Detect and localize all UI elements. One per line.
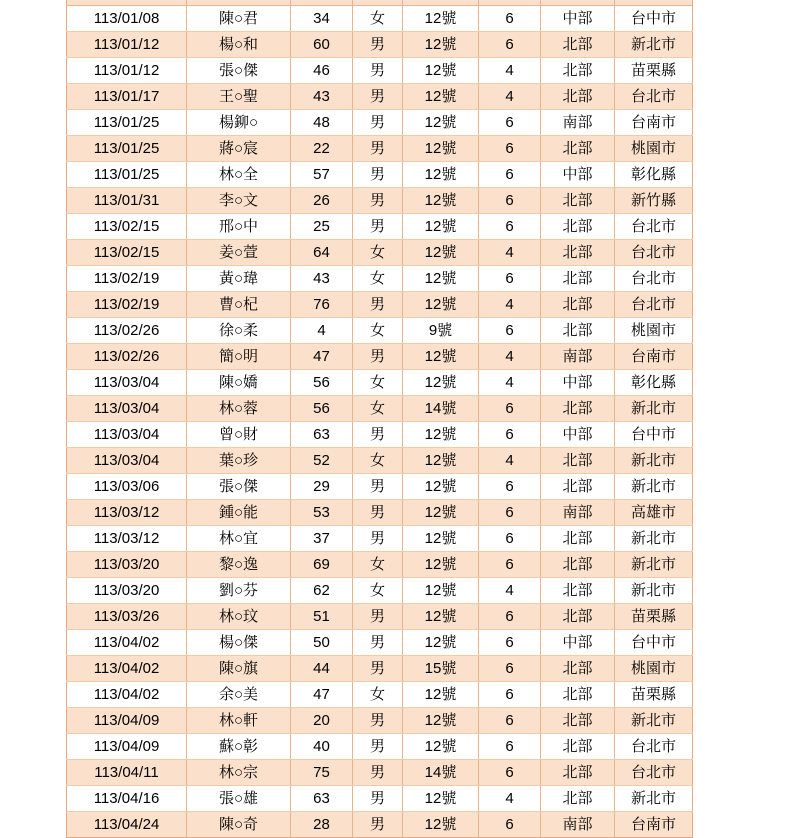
cell-date: 113/04/02 bbox=[67, 682, 187, 708]
cell-date: 113/01/25 bbox=[67, 136, 187, 162]
cell-city: 台中市 bbox=[615, 630, 693, 656]
cell-dose: 12號 bbox=[403, 58, 479, 84]
cell-name: 葉○珍 bbox=[187, 448, 291, 474]
table-row bbox=[67, 630, 693, 656]
cell-age: 62 bbox=[291, 578, 353, 604]
cell-date: 113/04/02 bbox=[67, 656, 187, 682]
cell-name: 陳○旗 bbox=[187, 656, 291, 682]
table-scroll-container bbox=[66, 0, 692, 838]
cell-age: 34 bbox=[291, 6, 353, 32]
cell-region: 中部 bbox=[541, 422, 615, 448]
cell-count: 4 bbox=[479, 58, 541, 84]
cell-count: 6 bbox=[479, 526, 541, 552]
cell-dose: 12號 bbox=[403, 162, 479, 188]
table-row bbox=[67, 786, 693, 812]
cell-sex: 女 bbox=[353, 396, 403, 422]
cell-sex: 男 bbox=[353, 188, 403, 214]
cell-region: 北部 bbox=[541, 604, 615, 630]
cell-dose: 12號 bbox=[403, 812, 479, 838]
cell-sex: 男 bbox=[353, 84, 403, 110]
cell-name: 林○全 bbox=[187, 162, 291, 188]
table-row bbox=[67, 656, 693, 682]
cell-region: 北部 bbox=[541, 448, 615, 474]
cell-name: 黎○逸 bbox=[187, 552, 291, 578]
cell-region: 北部 bbox=[541, 396, 615, 422]
cell-name: 劉○芬 bbox=[187, 578, 291, 604]
cell-count: 4 bbox=[479, 578, 541, 604]
cell-name: 徐○柔 bbox=[187, 318, 291, 344]
cell-city: 台北市 bbox=[615, 240, 693, 266]
cell-dose: 12號 bbox=[403, 292, 479, 318]
cell-city: 新北市 bbox=[615, 396, 693, 422]
cell-region: 北部 bbox=[541, 318, 615, 344]
cell-count: 6 bbox=[479, 812, 541, 838]
cell-count: 4 bbox=[479, 786, 541, 812]
cell-date: 113/04/09 bbox=[67, 708, 187, 734]
cell-date: 113/03/04 bbox=[67, 448, 187, 474]
table-row bbox=[67, 708, 693, 734]
cell-sex: 女 bbox=[353, 318, 403, 344]
cell-city: 苗栗縣 bbox=[615, 604, 693, 630]
cell-age: 46 bbox=[291, 58, 353, 84]
cell-dose: 12號 bbox=[403, 6, 479, 32]
cell-dose: 9號 bbox=[403, 318, 479, 344]
cell-count: 4 bbox=[479, 292, 541, 318]
cell-dose: 12號 bbox=[403, 682, 479, 708]
cell-count: 6 bbox=[479, 32, 541, 58]
cell-region: 中部 bbox=[541, 6, 615, 32]
cell-city: 新北市 bbox=[615, 786, 693, 812]
cell-count: 6 bbox=[479, 136, 541, 162]
cell-sex: 女 bbox=[353, 448, 403, 474]
cell-city: 彰化縣 bbox=[615, 162, 693, 188]
cell-sex: 女 bbox=[353, 240, 403, 266]
table-row bbox=[67, 682, 693, 708]
cell-name: 王○聖 bbox=[187, 84, 291, 110]
cell-dose: 12號 bbox=[403, 32, 479, 58]
table-viewport bbox=[66, 0, 692, 833]
cell-region: 北部 bbox=[541, 214, 615, 240]
cell-age: 56 bbox=[291, 370, 353, 396]
cell-dose: 12號 bbox=[403, 214, 479, 240]
cell-dose: 12號 bbox=[403, 266, 479, 292]
cell-region: 北部 bbox=[541, 136, 615, 162]
cell-age: 28 bbox=[291, 812, 353, 838]
cell-region: 中部 bbox=[541, 162, 615, 188]
cell-name: 邢○中 bbox=[187, 214, 291, 240]
cell-name: 曾○財 bbox=[187, 422, 291, 448]
table-row bbox=[67, 448, 693, 474]
cell-name: 楊○傑 bbox=[187, 630, 291, 656]
cell-sex: 男 bbox=[353, 292, 403, 318]
cell-age: 47 bbox=[291, 682, 353, 708]
table-row bbox=[67, 266, 693, 292]
table-row bbox=[67, 760, 693, 786]
cell-age: 51 bbox=[291, 604, 353, 630]
cell-city: 彰化縣 bbox=[615, 370, 693, 396]
cell-count: 6 bbox=[479, 760, 541, 786]
cell-name: 楊鉚○ bbox=[187, 110, 291, 136]
table-row bbox=[67, 292, 693, 318]
cell-sex: 女 bbox=[353, 682, 403, 708]
table-row bbox=[67, 162, 693, 188]
cell-region: 北部 bbox=[541, 58, 615, 84]
cell-region: 北部 bbox=[541, 84, 615, 110]
cell-count: 6 bbox=[479, 6, 541, 32]
table-row bbox=[67, 6, 693, 32]
cell-sex: 男 bbox=[353, 136, 403, 162]
cell-city: 高雄市 bbox=[615, 500, 693, 526]
table-row bbox=[67, 214, 693, 240]
cell-name: 姜○萱 bbox=[187, 240, 291, 266]
table-body bbox=[67, 6, 693, 838]
cell-city: 新北市 bbox=[615, 526, 693, 552]
table-row bbox=[67, 58, 693, 84]
cell-count: 6 bbox=[479, 266, 541, 292]
cell-dose: 14號 bbox=[403, 396, 479, 422]
cell-name: 陳○奇 bbox=[187, 812, 291, 838]
table-row bbox=[67, 396, 693, 422]
cell-city: 新北市 bbox=[615, 474, 693, 500]
table-row bbox=[67, 32, 693, 58]
cell-city: 台北市 bbox=[615, 760, 693, 786]
cell-count: 4 bbox=[479, 370, 541, 396]
cell-date: 113/01/31 bbox=[67, 188, 187, 214]
cell-city: 台北市 bbox=[615, 266, 693, 292]
cell-age: 53 bbox=[291, 500, 353, 526]
table-row bbox=[67, 604, 693, 630]
cell-region: 北部 bbox=[541, 682, 615, 708]
cell-name: 張○傑 bbox=[187, 58, 291, 84]
cell-city: 桃園市 bbox=[615, 656, 693, 682]
cell-count: 6 bbox=[479, 162, 541, 188]
table-row bbox=[67, 578, 693, 604]
cell-age: 37 bbox=[291, 526, 353, 552]
cell-dose: 12號 bbox=[403, 786, 479, 812]
table-row bbox=[67, 552, 693, 578]
cell-region: 南部 bbox=[541, 500, 615, 526]
cell-dose: 14號 bbox=[403, 760, 479, 786]
cell-region: 北部 bbox=[541, 32, 615, 58]
cell-age: 25 bbox=[291, 214, 353, 240]
cell-age: 47 bbox=[291, 344, 353, 370]
cell-sex: 男 bbox=[353, 812, 403, 838]
table-row bbox=[67, 318, 693, 344]
cell-age: 64 bbox=[291, 240, 353, 266]
cell-sex: 男 bbox=[353, 58, 403, 84]
cell-name: 李○文 bbox=[187, 188, 291, 214]
cell-count: 6 bbox=[479, 500, 541, 526]
table-row bbox=[67, 110, 693, 136]
cell-region: 北部 bbox=[541, 786, 615, 812]
cell-age: 63 bbox=[291, 786, 353, 812]
cell-age: 29 bbox=[291, 474, 353, 500]
cell-name: 蔣○宸 bbox=[187, 136, 291, 162]
cell-city: 台北市 bbox=[615, 84, 693, 110]
cell-sex: 男 bbox=[353, 32, 403, 58]
cell-count: 6 bbox=[479, 214, 541, 240]
cell-age: 44 bbox=[291, 656, 353, 682]
cell-name: 蘇○彰 bbox=[187, 734, 291, 760]
table-row bbox=[67, 422, 693, 448]
cell-count: 6 bbox=[479, 422, 541, 448]
cell-date: 113/04/16 bbox=[67, 786, 187, 812]
cell-sex: 男 bbox=[353, 734, 403, 760]
cell-date: 113/03/04 bbox=[67, 422, 187, 448]
cell-date: 113/04/11 bbox=[67, 760, 187, 786]
cell-dose: 12號 bbox=[403, 578, 479, 604]
cell-region: 南部 bbox=[541, 812, 615, 838]
cell-city: 台南市 bbox=[615, 812, 693, 838]
cell-sex: 男 bbox=[353, 422, 403, 448]
cell-date: 113/02/26 bbox=[67, 318, 187, 344]
cell-sex: 女 bbox=[353, 552, 403, 578]
cell-date: 113/04/24 bbox=[67, 812, 187, 838]
cell-dose: 12號 bbox=[403, 84, 479, 110]
cell-date: 113/03/12 bbox=[67, 500, 187, 526]
cell-name: 楊○和 bbox=[187, 32, 291, 58]
cell-date: 113/01/17 bbox=[67, 84, 187, 110]
cell-age: 43 bbox=[291, 84, 353, 110]
cell-age: 57 bbox=[291, 162, 353, 188]
cell-region: 北部 bbox=[541, 734, 615, 760]
cell-count: 6 bbox=[479, 656, 541, 682]
cell-name: 林○宗 bbox=[187, 760, 291, 786]
cell-date: 113/02/15 bbox=[67, 240, 187, 266]
cell-date: 113/02/26 bbox=[67, 344, 187, 370]
cell-dose: 12號 bbox=[403, 370, 479, 396]
cell-sex: 男 bbox=[353, 760, 403, 786]
cell-count: 6 bbox=[479, 474, 541, 500]
cell-date: 113/03/04 bbox=[67, 396, 187, 422]
cell-name: 陳○君 bbox=[187, 6, 291, 32]
cell-age: 52 bbox=[291, 448, 353, 474]
cell-date: 113/02/15 bbox=[67, 214, 187, 240]
cell-region: 北部 bbox=[541, 578, 615, 604]
cell-city: 台中市 bbox=[615, 422, 693, 448]
cell-date: 113/03/26 bbox=[67, 604, 187, 630]
cell-sex: 男 bbox=[353, 786, 403, 812]
cell-region: 北部 bbox=[541, 188, 615, 214]
table-row bbox=[67, 474, 693, 500]
cell-city: 台中市 bbox=[615, 6, 693, 32]
cell-count: 6 bbox=[479, 396, 541, 422]
cell-dose: 12號 bbox=[403, 734, 479, 760]
cell-city: 桃園市 bbox=[615, 318, 693, 344]
cell-city: 新北市 bbox=[615, 448, 693, 474]
cell-city: 苗栗縣 bbox=[615, 58, 693, 84]
cell-count: 6 bbox=[479, 708, 541, 734]
cell-sex: 男 bbox=[353, 604, 403, 630]
cell-sex: 女 bbox=[353, 578, 403, 604]
cell-name: 余○美 bbox=[187, 682, 291, 708]
cell-date: 113/01/25 bbox=[67, 110, 187, 136]
cell-count: 6 bbox=[479, 734, 541, 760]
cell-dose: 12號 bbox=[403, 708, 479, 734]
cell-age: 48 bbox=[291, 110, 353, 136]
table-row bbox=[67, 526, 693, 552]
table-row bbox=[67, 188, 693, 214]
table-row bbox=[67, 240, 693, 266]
cell-name: 林○蓉 bbox=[187, 396, 291, 422]
cell-region: 北部 bbox=[541, 656, 615, 682]
cell-city: 台北市 bbox=[615, 292, 693, 318]
cell-region: 北部 bbox=[541, 708, 615, 734]
cell-dose: 12號 bbox=[403, 526, 479, 552]
cell-dose: 12號 bbox=[403, 448, 479, 474]
cell-dose: 12號 bbox=[403, 240, 479, 266]
cell-date: 113/03/12 bbox=[67, 526, 187, 552]
cell-dose: 12號 bbox=[403, 136, 479, 162]
cell-date: 113/01/08 bbox=[67, 6, 187, 32]
cell-age: 69 bbox=[291, 552, 353, 578]
cell-region: 北部 bbox=[541, 474, 615, 500]
table-row bbox=[67, 344, 693, 370]
cell-count: 6 bbox=[479, 630, 541, 656]
cell-region: 北部 bbox=[541, 266, 615, 292]
cell-count: 4 bbox=[479, 84, 541, 110]
cell-name: 張○傑 bbox=[187, 474, 291, 500]
records-table bbox=[66, 0, 693, 838]
cell-date: 113/03/20 bbox=[67, 578, 187, 604]
cell-age: 56 bbox=[291, 396, 353, 422]
cell-city: 台北市 bbox=[615, 734, 693, 760]
table-row bbox=[67, 812, 693, 838]
cell-count: 4 bbox=[479, 344, 541, 370]
cell-date: 113/03/20 bbox=[67, 552, 187, 578]
cell-sex: 女 bbox=[353, 6, 403, 32]
cell-count: 6 bbox=[479, 318, 541, 344]
cell-sex: 男 bbox=[353, 526, 403, 552]
cell-count: 4 bbox=[479, 240, 541, 266]
cell-date: 113/01/25 bbox=[67, 162, 187, 188]
cell-city: 苗栗縣 bbox=[615, 682, 693, 708]
cell-dose: 12號 bbox=[403, 500, 479, 526]
cell-sex: 男 bbox=[353, 708, 403, 734]
cell-region: 南部 bbox=[541, 344, 615, 370]
cell-name: 張○雄 bbox=[187, 786, 291, 812]
table-row bbox=[67, 370, 693, 396]
cell-region: 北部 bbox=[541, 552, 615, 578]
cell-name: 陳○嬌 bbox=[187, 370, 291, 396]
cell-dose: 12號 bbox=[403, 188, 479, 214]
cell-date: 113/04/02 bbox=[67, 630, 187, 656]
cell-sex: 女 bbox=[353, 266, 403, 292]
cell-sex: 男 bbox=[353, 500, 403, 526]
cell-city: 台北市 bbox=[615, 214, 693, 240]
cell-dose: 12號 bbox=[403, 422, 479, 448]
cell-date: 113/02/19 bbox=[67, 292, 187, 318]
cell-count: 4 bbox=[479, 448, 541, 474]
cell-date: 113/03/04 bbox=[67, 370, 187, 396]
cell-region: 北部 bbox=[541, 760, 615, 786]
cell-name: 黃○瑋 bbox=[187, 266, 291, 292]
cell-region: 北部 bbox=[541, 240, 615, 266]
cell-sex: 男 bbox=[353, 214, 403, 240]
table-row bbox=[67, 84, 693, 110]
cell-city: 新北市 bbox=[615, 578, 693, 604]
cell-age: 22 bbox=[291, 136, 353, 162]
cell-name: 林○宜 bbox=[187, 526, 291, 552]
cell-date: 113/01/12 bbox=[67, 32, 187, 58]
cell-count: 6 bbox=[479, 110, 541, 136]
cell-sex: 男 bbox=[353, 656, 403, 682]
cell-name: 簡○明 bbox=[187, 344, 291, 370]
table-row bbox=[67, 136, 693, 162]
cell-city: 台南市 bbox=[615, 110, 693, 136]
cell-age: 20 bbox=[291, 708, 353, 734]
cell-sex: 男 bbox=[353, 474, 403, 500]
cell-count: 6 bbox=[479, 552, 541, 578]
cell-age: 43 bbox=[291, 266, 353, 292]
cell-date: 113/02/19 bbox=[67, 266, 187, 292]
cell-city: 新北市 bbox=[615, 708, 693, 734]
cell-age: 60 bbox=[291, 32, 353, 58]
table-row bbox=[67, 500, 693, 526]
cell-age: 26 bbox=[291, 188, 353, 214]
cell-dose: 12號 bbox=[403, 604, 479, 630]
cell-age: 4 bbox=[291, 318, 353, 344]
cell-name: 林○軒 bbox=[187, 708, 291, 734]
cell-date: 113/04/09 bbox=[67, 734, 187, 760]
cell-date: 113/03/06 bbox=[67, 474, 187, 500]
cell-sex: 男 bbox=[353, 630, 403, 656]
cell-region: 北部 bbox=[541, 526, 615, 552]
cell-city: 桃園市 bbox=[615, 136, 693, 162]
cell-name: 曹○杞 bbox=[187, 292, 291, 318]
table-row bbox=[67, 734, 693, 760]
cell-region: 南部 bbox=[541, 110, 615, 136]
cell-region: 中部 bbox=[541, 630, 615, 656]
cell-region: 中部 bbox=[541, 370, 615, 396]
cell-count: 6 bbox=[479, 188, 541, 214]
cell-dose: 12號 bbox=[403, 344, 479, 370]
cell-age: 75 bbox=[291, 760, 353, 786]
cell-name: 鍾○能 bbox=[187, 500, 291, 526]
cell-city: 新北市 bbox=[615, 32, 693, 58]
cell-sex: 男 bbox=[353, 162, 403, 188]
cell-city: 新竹縣 bbox=[615, 188, 693, 214]
cell-city: 台南市 bbox=[615, 344, 693, 370]
cell-region: 北部 bbox=[541, 292, 615, 318]
cell-sex: 男 bbox=[353, 344, 403, 370]
cell-age: 76 bbox=[291, 292, 353, 318]
cell-sex: 女 bbox=[353, 370, 403, 396]
cell-age: 40 bbox=[291, 734, 353, 760]
cell-age: 63 bbox=[291, 422, 353, 448]
cell-count: 6 bbox=[479, 604, 541, 630]
cell-count: 6 bbox=[479, 682, 541, 708]
cell-dose: 12號 bbox=[403, 552, 479, 578]
cell-dose: 12號 bbox=[403, 630, 479, 656]
cell-dose: 12號 bbox=[403, 110, 479, 136]
cell-dose: 15號 bbox=[403, 656, 479, 682]
cell-city: 新北市 bbox=[615, 552, 693, 578]
cell-dose: 12號 bbox=[403, 474, 479, 500]
cell-sex: 男 bbox=[353, 110, 403, 136]
cell-date: 113/01/12 bbox=[67, 58, 187, 84]
cell-age: 50 bbox=[291, 630, 353, 656]
cell-name: 林○玟 bbox=[187, 604, 291, 630]
